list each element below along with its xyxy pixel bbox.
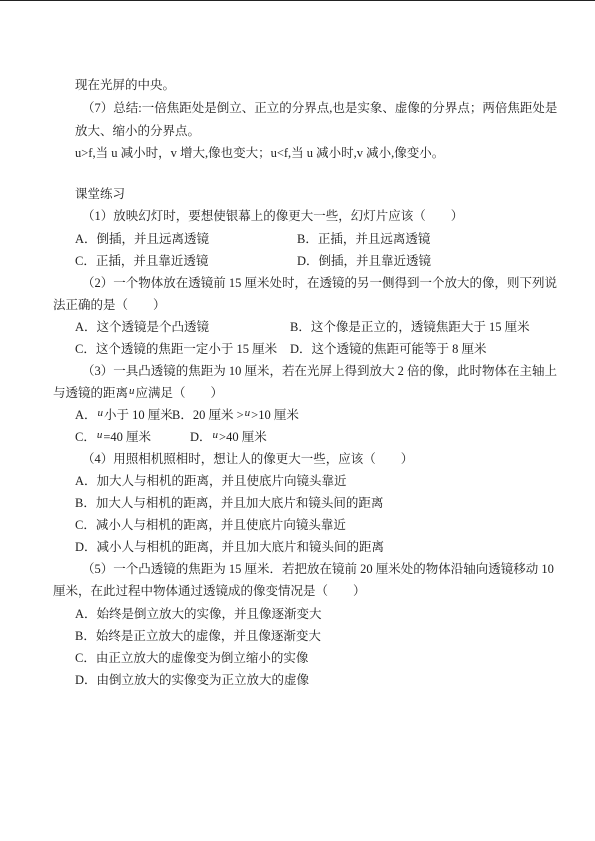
question-3-option-c [75,429,151,446]
option-text: 小于 10 厘米 [104,408,173,422]
summary-line-2: 放大、缩小的分界点。 [75,124,201,138]
question-2-option-b: B．这个像是正立的，透镜焦距大于 15 厘米 [290,320,530,334]
question-1-option-c: C．正插，并且靠近透镜 [75,254,209,268]
stem-text: 应满足（ ） [135,386,224,400]
question-4-stem: （4）用照相机照相时，想让人的像更大一些，应该（ ） [82,452,414,466]
option-text: >40 厘米 [219,430,267,444]
question-2-option-a: A．这个透镜是个凸透镜 [75,320,210,334]
image-rule-text: u>f,当 u 减小时，v 增大,像也变大；u<f,当 u 减小时,v 减小,像变小。 [75,146,445,160]
variable-u: u [244,407,251,419]
summary-line-1: （7）总结:一倍焦距处是倒立、正立的分界点,也是实象、虚像的分界点；两倍焦距处是 [82,101,558,115]
question-5-option-a: A．始终是倒立放大的实像，并且像逐渐变大 [75,607,322,621]
stem-text: 与透镜的距离 [53,386,129,400]
question-1-option-d: D．倒插，并且靠近透镜 [297,254,432,268]
question-2-stem-line-1: （2）一个物体放在透镜前 15 厘米处时，在透镜的另一侧得到一个放大的像，则下列说 [82,276,558,290]
option-text: A． [75,408,97,422]
continuation-text: 现在光屏的中央。 [75,78,176,92]
question-3-option-d [190,429,267,446]
question-5-option-b: B．始终是正立放大的虚像，并且像逐渐变大 [75,629,321,643]
page-top-rule [0,0,595,1]
question-4-option-b: B．加大人与相机的距离，并且加大底片和镜头间的距离 [75,496,384,510]
question-3-stem-line-2 [53,385,223,402]
question-4-option-a: A．加大人与相机的距离，并且使底片向镜头靠近 [75,474,347,488]
section-title: 课堂练习 [75,187,126,201]
question-5-option-d: D．由倒立放大的实像变为正立放大的虚像 [75,673,310,687]
question-5-stem-line-1: （5）一个凸透镜的焦距为 15 厘米．若把放在镜前 20 厘米处的物体沿轴向透镜移动 10 [82,562,554,576]
option-text: B．20 厘米 > [172,408,244,422]
question-4-option-c: C．减小人与相机的距离，并且使底片向镜头靠近 [75,518,346,532]
option-text: >10 厘米 [251,408,299,422]
question-5-stem-line-2: 厘米，在此过程中物体通过透镜成的像变情况是（ ） [53,584,366,598]
question-1-stem: （1）放映幻灯时，要想使银幕上的像更大一些，幻灯片应该（ ） [82,209,464,223]
variable-u: u [96,429,103,441]
question-1-option-b: B．正插，并且远离透镜 [297,232,431,246]
variable-u: u [97,407,104,419]
variable-u: u [212,429,219,441]
question-4-option-d: D．减小人与相机的距离，并且加大底片和镜头间的距离 [75,540,385,554]
question-3-option-b [172,407,299,424]
question-5-option-c: C．由正立放大的虚像变为倒立缩小的实像 [75,651,309,665]
question-3-option-a [75,407,173,424]
question-2-option-c: C．这个透镜的焦距一定小于 15 厘米 [75,342,278,356]
option-text: C． [75,430,96,444]
option-text: D． [190,430,212,444]
variable-u: u [129,385,135,397]
question-3-stem-line-1: （3）一具凸透镜的焦距为 10 厘米，若在光屏上得到放大 2 倍的像，此时物体在主轴上 [82,364,558,378]
question-1-option-a: A．倒插，并且远离透镜 [75,232,210,246]
question-2-option-d: D．这个透镜的焦距可能等于 8 厘米 [290,342,487,356]
option-text: =40 厘米 [103,430,152,444]
question-2-stem-line-2: 法正确的是（ ） [53,298,166,312]
